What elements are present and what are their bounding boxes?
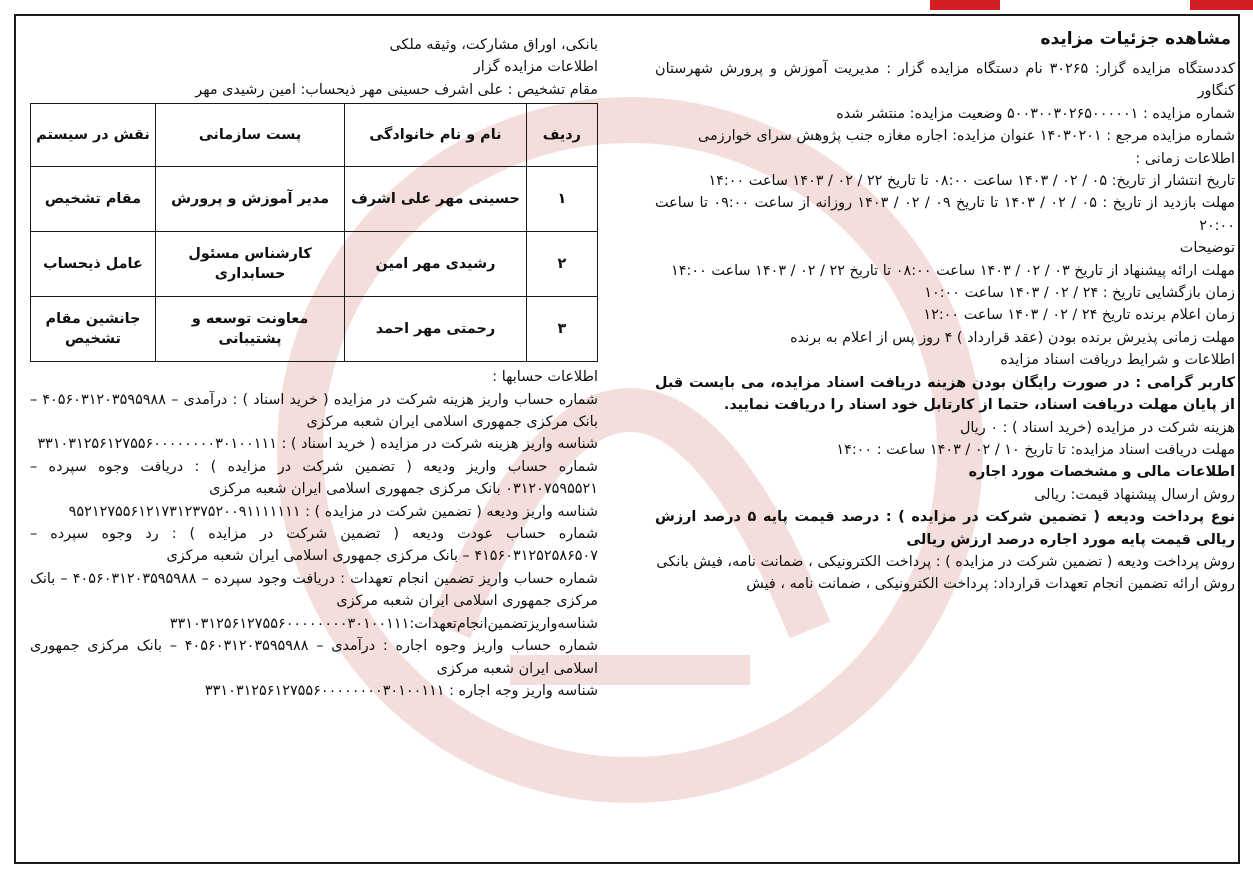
text-line: شماره حساب واریز هزینه شرکت در مزایده ( خرید اسناد ) : درآمدی – ۴۰۵۶۰۳۱۲۰۳۵۹۵۹۸۸ – بانک مرکزی جمهوری اسلامی ایران شعبه مرکزی (30, 391, 598, 431)
row-role: مقام تشخیص (31, 167, 156, 232)
auction-details-lines (655, 58, 1235, 596)
text-line: اطلاعات مالی و مشخصات مورد اجاره (968, 464, 1235, 481)
auctioneer-header (30, 34, 598, 101)
roles-table (30, 103, 598, 362)
row-post: معاونت توسعه و پشتیبانی (155, 297, 344, 362)
auction-details-column (655, 26, 1235, 596)
text-line: بانکی، اوراق مشارکت، وثیقه ملکی (389, 37, 598, 53)
text-line: توضیحات (1179, 240, 1235, 257)
text-line: اطلاعات مزایده گزار (473, 59, 598, 76)
text-line: شماره حساب عودت ودیعه ( تضمین شرکت در مزایده ) : رد وجوه سپرده – ۴۱۵۶۰۳۱۲۵۲۵۸۶۵۰۷ – بانک مرکزی جمهوری اسلامی ایران شعبه مرکزی (30, 526, 598, 565)
row-name: رشیدی مهر امین (345, 232, 526, 297)
text-line: شناسه‌واریزتضمین‌انجام‌تعهدات:۳۳۱۰۳۱۲۵۶۱۲۷۵۵۶۰۰۰۰۰۰۰۰۳۰۱۰۰۱۱۱ (169, 615, 598, 632)
header-index: ردیف (526, 104, 597, 167)
text-line: کددستگاه مزایده گزار: ۳۰۲۶۵ نام دستگاه مزایده گزار : مدیریت آموزش و پرورش شهرستان کنگاور (655, 61, 1236, 100)
row-role: جانشین مقام تشخیص (31, 297, 156, 362)
text-line: نوع پرداخت ودیعه ( تضمین شرکت در مزایده ) : درصد قیمت پایه ۵ درصد ارزش ریالی قیمت پایه مورد اجاره درصد ارزش ریالی (655, 509, 1235, 548)
text-line: مهلت ارائه پیشنهاد از تاریخ ۰۳ / ۰۲ / ۱۴۰۳ ساعت ۰۸:۰۰ تا تاریخ ۲۲ / ۰۲ / ۱۴۰۳ ساعت ۱۴:۰۰ (671, 262, 1235, 279)
header-role: نقش در سیستم (31, 104, 156, 167)
red-corner-right (1190, 0, 1253, 10)
text-line: مهلت بازدید از تاریخ : ۰۵ / ۰۲ / ۱۴۰۳ تا تاریخ ۰۹ / ۰۲ / ۱۴۰۳ روزانه از ساعت ۰۹:۰۰ تا ساعت ۲۰:۰۰ (655, 195, 1235, 234)
text-line: شماره مزایده : ۵۰۰۳۰۰۳۰۲۶۵۰۰۰۰۰۱ وضعیت مزایده: منتشر شده (836, 105, 1235, 122)
text-line: اطلاعات و شرایط دریافت اسناد مزایده (1000, 352, 1235, 369)
row-role: عامل ذیحساب (31, 232, 156, 297)
auctioneer-column (30, 34, 598, 702)
text-line: تاریخ انتشار از تاریخ: ۰۵ / ۰۲ / ۱۴۰۳ ساعت ۰۸:۰۰ تا تاریخ ۲۲ / ۰۲ / ۱۴۰۳ ساعت ۱۴:۰۰ (708, 173, 1235, 190)
row-post: کارشناس مسئول حسابداری (155, 232, 344, 297)
header-post: پست سازمانی (155, 104, 344, 167)
table-row (31, 232, 598, 297)
text-line: مهلت زمانی پذیرش برنده بودن (عقد قرارداد ) ۴ روز پس از اعلام به برنده (790, 329, 1235, 346)
text-line: روش پرداخت ودیعه ( تضمین شرکت در مزایده ) : پرداخت الکترونیکی ، ضمانت نامه، فیش بانکی (656, 553, 1235, 570)
table-row (31, 297, 598, 362)
text-line: شناسه واریز هزینه شرکت در مزایده ( خرید اسناد ) : ۳۳۱۰۳۱۲۵۶۱۲۷۵۵۶۰۰۰۰۰۰۰۰۳۰۱۰۰۱۱۱ (37, 436, 598, 453)
text-line: شماره حساب واریز تضمین انجام تعهدات : دریافت وجود سپرده – ۴۰۵۶۰۳۱۲۰۳۵۹۵۹۸۸ – بانک مرکزی جمهوری اسلامی ایران شعبه مرکزی (30, 570, 598, 610)
text-line: اطلاعات حسابها : (492, 369, 598, 386)
text-line: روش ارسال پیشنهاد قیمت: ریالی (1034, 486, 1235, 503)
text-line: شناسه واریز وجه اجاره : ۳۳۱۰۳۱۲۵۶۱۲۷۵۵۶۰۰۰۰۰۰۰۰۳۰۱۰۰۱۱۱ (204, 682, 598, 699)
text-line: روش ارائه تضمین انجام تعهدات قرارداد: پرداخت الکترونیکی ، ضمانت نامه ، فیش (746, 576, 1235, 593)
row-name: رحمتی مهر احمد (345, 297, 526, 362)
text-line: اطلاعات زمانی : (1135, 150, 1235, 167)
text-line: شناسه واریز ودیعه ( تضمین شرکت در مزایده ) : ۹۵۲۱۲۷۵۵۶۱۲۱۷۳۱۲۳۷۵۲۰۰۹۱۱۱۱۱۱۱ (68, 503, 598, 520)
text-line: شماره حساب واریز ودیعه ( تضمین شرکت در مزایده ) : دریافت وجوه سپرده – ۰۳۱۲۰۷۵۹۵۵۲۱ بانک مرکزی جمهوری اسلامی ایران شعبه مرکزی (30, 458, 598, 498)
row-index: ۱ (526, 167, 597, 232)
text-line: شماره حساب واریز وجوه اجاره : درآمدی – ۴۰۵۶۰۳۱۲۰۳۵۹۵۹۸۸ – بانک مرکزی جمهوری اسلامی ایران شعبه مرکزی (30, 638, 598, 677)
text-line: زمان بازگشایی تاریخ : ۲۴ / ۰۲ / ۱۴۰۳ ساعت ۱۰:۰۰ (924, 285, 1235, 302)
row-name: حسینی مهر علی اشرف (345, 167, 526, 232)
text-line: کاربر گرامی : در صورت رایگان بودن هزینه دریافت اسناد مزایده، می بایست قبل از پایان مهلت دریافت اسناد، حتما از کارتابل خود اسناد را دریافت نمایید. (655, 374, 1235, 414)
red-corner-left (930, 0, 1000, 10)
text-line: زمان اعلام برنده تاریخ ۲۴ / ۰۲ / ۱۴۰۳ ساعت ۱۲:۰۰ (923, 307, 1235, 324)
table-row (31, 167, 598, 232)
row-index: ۲ (526, 232, 597, 297)
page-title: مشاهده جزئیات مزایده (1040, 29, 1231, 49)
accounts-info-lines (30, 366, 598, 702)
header-name: نام و نام خانوادگی (345, 104, 526, 167)
text-line: مقام تشخیص : علی اشرف حسینی مهر ذیحساب: امین رشیدی مهر (195, 81, 598, 98)
row-index: ۳ (526, 297, 597, 362)
table-header-row (31, 104, 598, 167)
text-line: شماره مزایده مرجع : ۱۴۰۳۰۲۰۱ عنوان مزایده: اجاره مغازه جنب پژوهش سرای خوارزمی (697, 128, 1235, 145)
text-line: هزینه شرکت در مزایده (خرید اسناد ) : ۰ ریال (959, 419, 1235, 436)
text-line: مهلت دریافت اسناد مزایده: تا تاریخ ۱۰ / ۰۲ / ۱۴۰۳ ساعت : ۱۴:۰۰ (836, 441, 1235, 458)
row-post: مدیر آموزش و پرورش (155, 167, 344, 232)
